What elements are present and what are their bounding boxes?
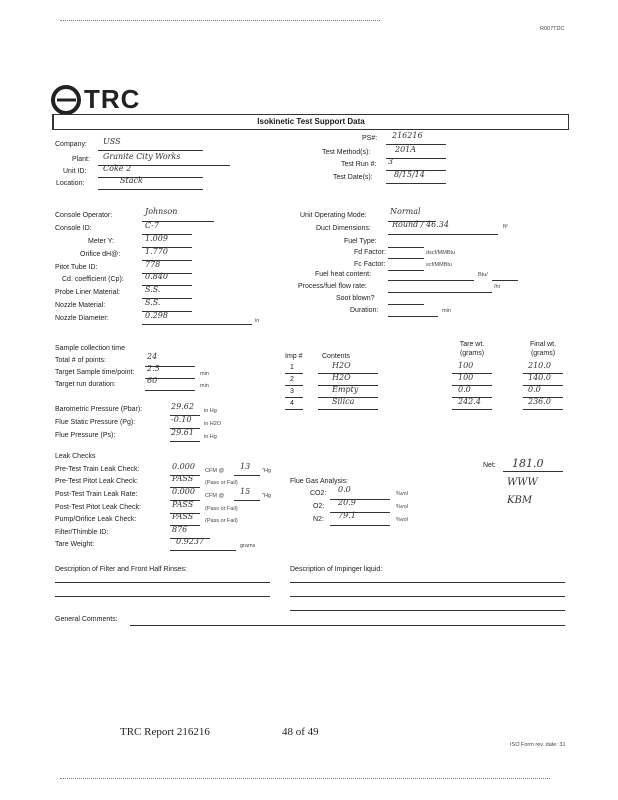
nozzle-material-value: S.S. [145,298,161,307]
net-label: Net: [483,462,496,469]
post-pitot-value: PASS [172,500,194,509]
imp-row-4-num: 4 [290,400,294,407]
imp-row-1-final: 210.0 [528,361,551,370]
static-pressure-unit: in H2O [204,421,222,427]
initials-2: KBM [507,495,533,506]
fc-factor-label: Fc Factor: [354,261,386,268]
imp-row-3-final: 0.0 [528,385,541,394]
pre-train-value: 0.000 [172,462,195,471]
form-revision: ISO Form rev. date: 31 [510,742,566,748]
duct-dimensions-unit: ft² [503,224,508,230]
trc-logo-text: TRC [84,84,141,114]
co2-value: 0.0 [338,485,351,494]
imp-row-2-tare: 100 [458,373,474,382]
static-pressure-value: -0.10 [171,415,192,424]
sample-section-label: Sample collection time [55,345,126,352]
n2-label: N2: [313,516,324,523]
test-date-line [386,183,446,184]
unit-id-line [98,177,203,178]
duration-unit: min [442,308,451,314]
test-date-label: Test Date(s): [333,174,373,181]
filter-id-value: 876 [172,525,188,534]
probe-liner-label: Probe Liner Material: [55,289,120,296]
operating-mode-value: Normal [390,207,421,216]
imp-row-3-num: 3 [290,388,294,395]
company-line [98,150,203,151]
console-id-label: Console ID: [55,225,92,232]
scan-artifact-bottom [60,778,550,779]
test-method-line [386,158,446,159]
run-duration-unit: min [200,383,209,389]
n2-line [330,525,390,526]
test-method-value: 201A [395,145,417,154]
post-train-value: 0.000 [172,487,195,496]
co2-label: CO2: [310,490,327,497]
target-time-unit: min [200,371,209,377]
pump-leak-unit: (Pass or Fail) [205,518,238,524]
filter-rinse-line-2 [55,596,270,597]
duct-dimensions-line [388,234,498,235]
nozzle-diameter-line [142,324,252,325]
pre-train-label: Pre-Test Train Leak Check: [55,466,140,473]
imp-row-4-contents: Silica [332,397,355,406]
pump-leak-value: PASS [172,512,194,521]
imp-row-3-contents: Empty [332,385,359,394]
fuel-heat-label: Fuel heat content: [315,271,372,278]
post-train-hg-line [234,500,260,501]
post-pitot-unit: (Pass or Fail) [205,506,238,512]
test-run-label: Test Run #: [341,161,377,168]
run-duration-line [145,390,195,391]
post-train-label: Post-Test Train Leak Rate: [55,491,138,498]
fuel-heat-unit: Btu/ [478,272,488,278]
total-points-label: Total # of points: [55,357,106,364]
imp-row-4-tare-line [452,409,492,410]
impinger-liquid-line-2 [290,596,565,597]
gas-section-label: Flue Gas Analysis: [290,478,348,485]
nozzle-diameter-value: 0.298 [145,311,168,320]
pitot-id-value: 778 [145,260,161,269]
process-flow-label: Process/fuel flow rate: [298,283,367,290]
test-method-label: Test Method(s): [322,149,371,156]
report-number: TRC Report 216216 [120,726,210,738]
fc-factor-line [388,270,424,271]
cp-label: Cd. coefficient (Cp): [62,276,124,283]
tare-weight-unit: grams [240,543,256,549]
post-train-unit-hg: "Hg [262,493,271,499]
meter-y-value: 1.009 [145,234,168,243]
scan-artifact-top [60,20,380,21]
impinger-liquid-label: Description of Impinger liquid: [290,566,383,573]
imp-col-header: Imp # [285,353,303,360]
title-bar [52,114,569,130]
probe-liner-value: S.S. [145,285,161,294]
target-time-label: Target Sample time/point: [55,369,135,376]
imp-row-4-final-line [523,409,563,410]
flue-pressure-line [170,441,200,442]
flue-pressure-value: 29.61 [171,428,194,437]
orifice-value: 1.770 [145,247,168,256]
cp-value: 0.840 [145,272,168,281]
general-comments-line [130,625,565,626]
fuel-type-label: Fuel Type: [344,238,377,245]
co2-unit: %vol [396,491,408,497]
tare-weight-label: Tare Weight: [55,541,95,548]
fd-factor-unit: dscf/MMBtu [426,250,456,256]
pre-train-hg-line [234,475,260,476]
test-date-value: 8/15/14 [394,170,425,179]
n2-unit: %vol [396,517,408,523]
unit-id-value: Coke 2 [103,164,132,173]
imp-row-4-tare: 242.4 [458,397,481,406]
filter-rinse-label: Description of Filter and Front Half Rinses: [55,566,187,573]
impinger-liquid-line-3 [290,610,565,611]
net-value: 181.0 [512,457,544,470]
console-operator-label: Console Operator: [55,212,113,219]
fuel-heat-line [388,280,474,281]
barometric-label: Barometric Pressure (Pbar): [55,406,143,413]
plant-label: Plant: [72,156,90,163]
orifice-label: Orifice dH@: [80,251,121,258]
post-pitot-label: Post-Test Pitot Leak Check: [55,504,141,511]
pre-train-unit-cfm: CFM @ [205,468,225,474]
imp-row-1-num-line [285,373,303,374]
soot-blown-line [388,304,424,305]
soot-blown-label: Soot blown? [336,295,375,302]
company-value: USS [103,137,121,146]
o2-label: O2: [313,503,325,510]
static-pressure-label: Flue Static Pressure (Pg): [55,419,136,426]
console-operator-value: Johnson [145,207,178,216]
imp-row-1-contents: H2O [332,361,351,370]
unit-id-label: Unit ID: [63,168,87,175]
process-flow-unit: /hr [494,284,501,290]
total-points-value: 24 [147,352,158,361]
nozzle-diameter-label: Nozzle Diameter: [55,315,109,322]
location-label: Location: [56,180,85,187]
initials-1: WWW [507,477,538,488]
nozzle-material-label: Nozzle Material: [55,302,106,309]
imp-row-4-final: 236.0 [528,397,551,406]
page-number: 48 of 49 [282,726,319,738]
imp-row-1-num: 1 [290,364,294,371]
imp-row-2-num: 2 [290,376,294,383]
imp-row-1-tare: 100 [458,361,474,370]
barometric-unit: in Hg [204,408,217,414]
tare-weight-line [170,550,236,551]
location-line [98,189,203,190]
process-flow-line [388,292,492,293]
general-comments-label: General Comments: [55,616,118,623]
barometric-value: 29.62 [171,402,194,411]
imp-row-2-contents: H2O [332,373,351,382]
duct-dimensions-label: Duct Dimensions: [316,225,371,232]
tare-weight-value: 0.9237 [176,537,204,546]
imp-row-3-tare: 0.0 [458,385,471,394]
duct-dimensions-value: Round / 46.34 [392,220,449,229]
ps-number-label: PS#: [362,135,378,142]
post-train-hg-value: 15 [240,487,251,496]
nozzle-diameter-unit: in [255,318,260,324]
fd-factor-label: Fd Factor: [354,249,386,256]
meter-y-label: Meter Y: [88,238,114,245]
n2-value: 79.1 [338,511,356,520]
fuel-type-line [388,247,424,248]
duration-label: Duration: [350,307,379,314]
console-id-value: C-7 [145,221,159,230]
imp-row-2-num-line [285,385,303,386]
net-line [503,471,563,472]
pre-pitot-value: PASS [172,474,194,483]
impinger-liquid-line-1 [290,582,565,583]
fc-factor-unit: scf/MMBtu [426,262,452,268]
form-title: Isokinetic Test Support Data [257,117,365,126]
imp-row-2-final: 140.0 [528,373,551,382]
flue-pressure-unit: in Hg [204,434,217,440]
duration-line [388,316,438,317]
trc-logo [50,84,160,116]
o2-value: 20.9 [338,498,356,507]
post-train-unit-cfm: CFM @ [205,493,225,499]
filter-rinse-line-1 [55,582,270,583]
o2-unit: %vol [396,504,408,510]
test-run-value: 3 [388,157,394,166]
pre-train-unit-hg: "Hg [262,468,271,474]
run-duration-label: Target run duration: [55,381,116,388]
fuel-heat-unit-line [492,280,518,281]
plant-value: Granite City Works [103,152,181,161]
target-time-value: 2.5 [147,364,160,373]
pitot-id-label: Pitot Tube ID: [55,264,98,271]
pre-pitot-label: Pre-Test Pitot Leak Check: [55,478,138,485]
pre-pitot-unit: (Pass or Fail) [205,480,238,486]
pre-train-hg-value: 13 [240,462,251,471]
flue-pressure-label: Flue Pressure (Ps): [55,432,116,439]
pump-leak-label: Pump/Orifice Leak Check: [55,516,137,523]
fd-factor-line [388,258,424,259]
company-label: Company: [55,141,87,148]
tare-col-header: Tare wt. (grams) [459,341,485,357]
final-col-header: Final wt. (grams) [529,341,557,357]
imp-row-3-num-line [285,397,303,398]
location-value: Stack [120,176,143,185]
filter-id-label: Filter/Thimble ID: [55,529,109,536]
ps-number-value: 216216 [392,131,423,140]
operating-mode-label: Unit Operating Mode: [300,212,367,219]
contents-col-header: Contents [322,353,351,360]
imp-row-4-num-line [285,409,303,410]
page-code: R007TDC [540,26,565,32]
leak-section-label: Leak Checks [55,453,96,460]
imp-row-4-contents-line [318,409,378,410]
run-duration-value: 60 [147,376,158,385]
